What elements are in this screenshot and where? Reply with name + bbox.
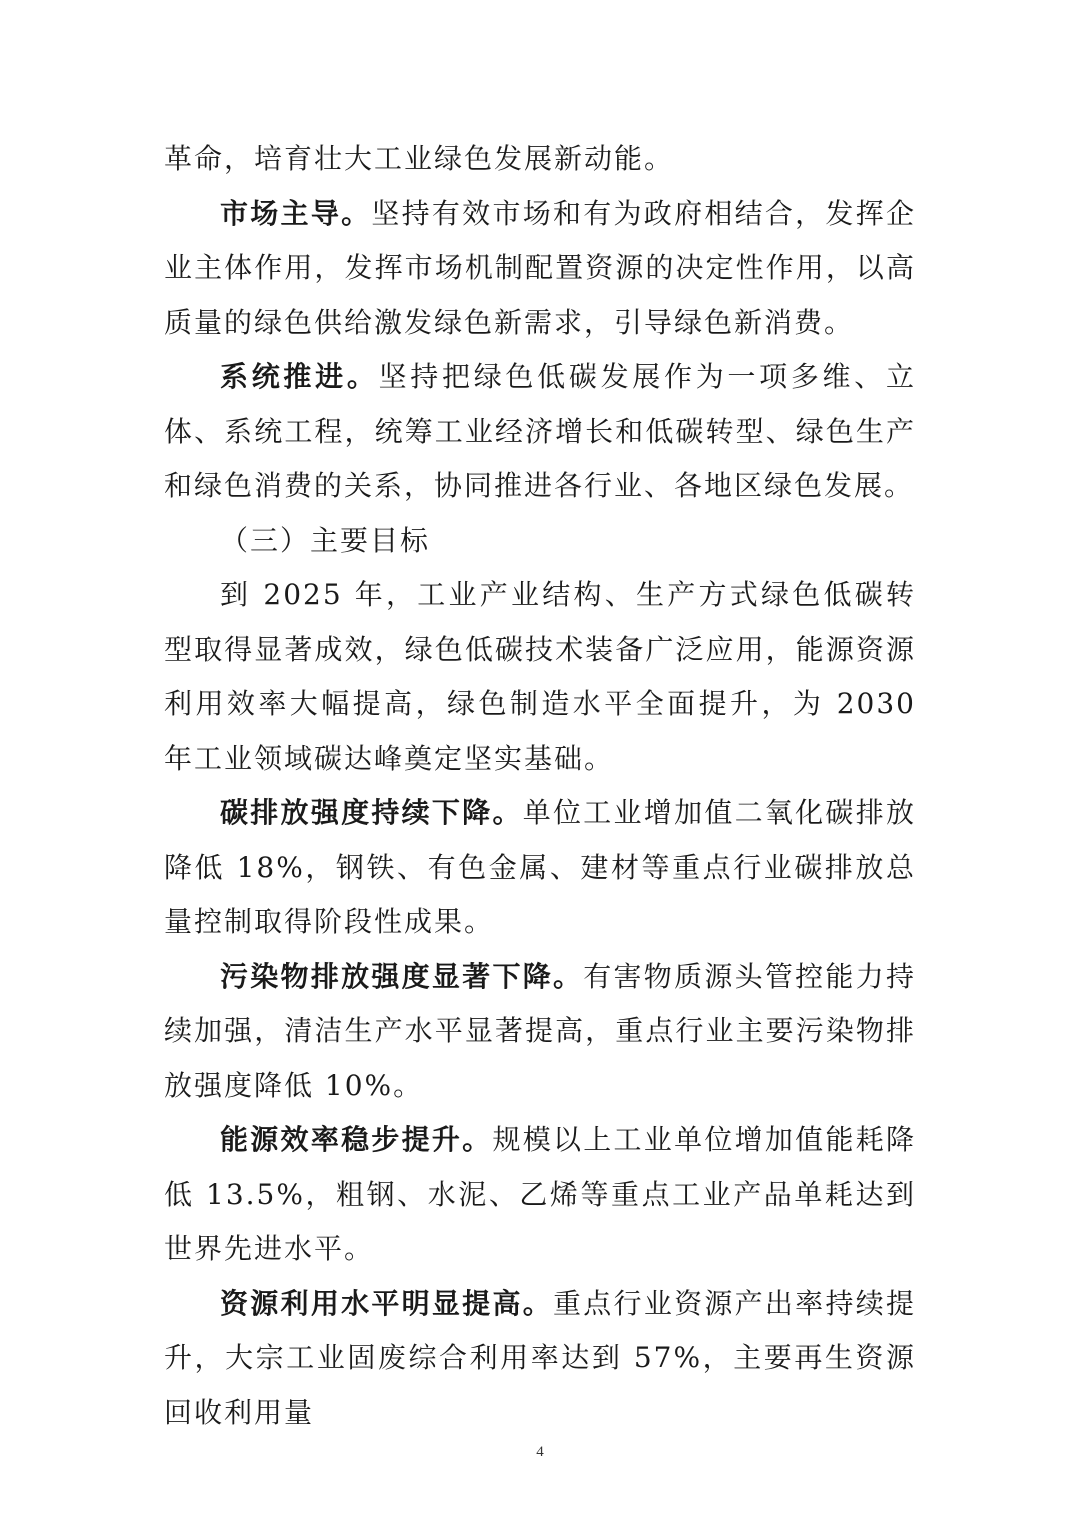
- paragraph-lead: 市场主导。: [220, 196, 372, 230]
- paragraph: [164, 950, 916, 1114]
- paragraph-lead: 系统推进。: [220, 360, 379, 393]
- paragraph-lead: 碳排放强度持续下降。: [220, 796, 523, 829]
- paragraph: [164, 786, 916, 950]
- paragraph-text: 重点行业资源产出率持续提升，大宗工业固废综合利用率达到 57%，主要再生资源回收利用量: [164, 1286, 916, 1429]
- paragraph: [164, 568, 916, 786]
- paragraph: [164, 1277, 916, 1441]
- paragraph-text: 革命，培育壮大工业绿色发展新动能。: [164, 142, 675, 175]
- paragraph: [164, 350, 916, 514]
- paragraph-text: 到 2025 年，工业产业结构、生产方式绿色低碳转型取得显著成效，绿色低碳技术装备广泛应用，能源资源利用效率大幅提高，绿色制造水平全面提升，为 2030 年工业领域碳达峰奠定坚实基础。: [164, 578, 916, 775]
- section-heading-text: （三）主要目标: [220, 523, 431, 557]
- paragraph-text: 单位工业增加值二氧化碳排放降低 18%，钢铁、有色金属、建材等重点行业碳排放总量控制取得阶段性成果。: [164, 796, 916, 938]
- paragraph-text: 坚持有效市场和有为政府相结合，发挥企业主体作用，发挥市场机制配置资源的决定性作用，以高质量的绿色供给激发绿色新需求，引导绿色新消费。: [164, 196, 916, 339]
- paragraph-text: 坚持把绿色低碳发展作为一项多维、立体、系统工程，统筹工业经济增长和低碳转型、绿色生产和绿色消费的关系，协同推进各行业、各地区绿色发展。: [164, 360, 916, 502]
- paragraph: [164, 187, 916, 351]
- paragraph-lead: 资源利用水平明显提高。: [220, 1286, 553, 1320]
- document-body: [164, 132, 916, 1440]
- paragraph-lead: 污染物排放强度显著下降。: [220, 959, 584, 993]
- paragraph: [164, 132, 916, 187]
- page-number: 4: [536, 1444, 544, 1460]
- paragraph-text: 规模以上工业单位增加值能耗降低 13.5%，粗钢、水泥、乙烯等重点工业产品单耗达到世界先进水平。: [164, 1123, 916, 1265]
- paragraph-text: 有害物质源头管控能力持续加强，清洁生产水平显著提高，重点行业主要污染物排放强度降低 10%。: [164, 959, 916, 1102]
- paragraph-lead: 能源效率稳步提升。: [220, 1123, 493, 1156]
- section-heading: [164, 514, 916, 569]
- paragraph: [164, 1113, 916, 1277]
